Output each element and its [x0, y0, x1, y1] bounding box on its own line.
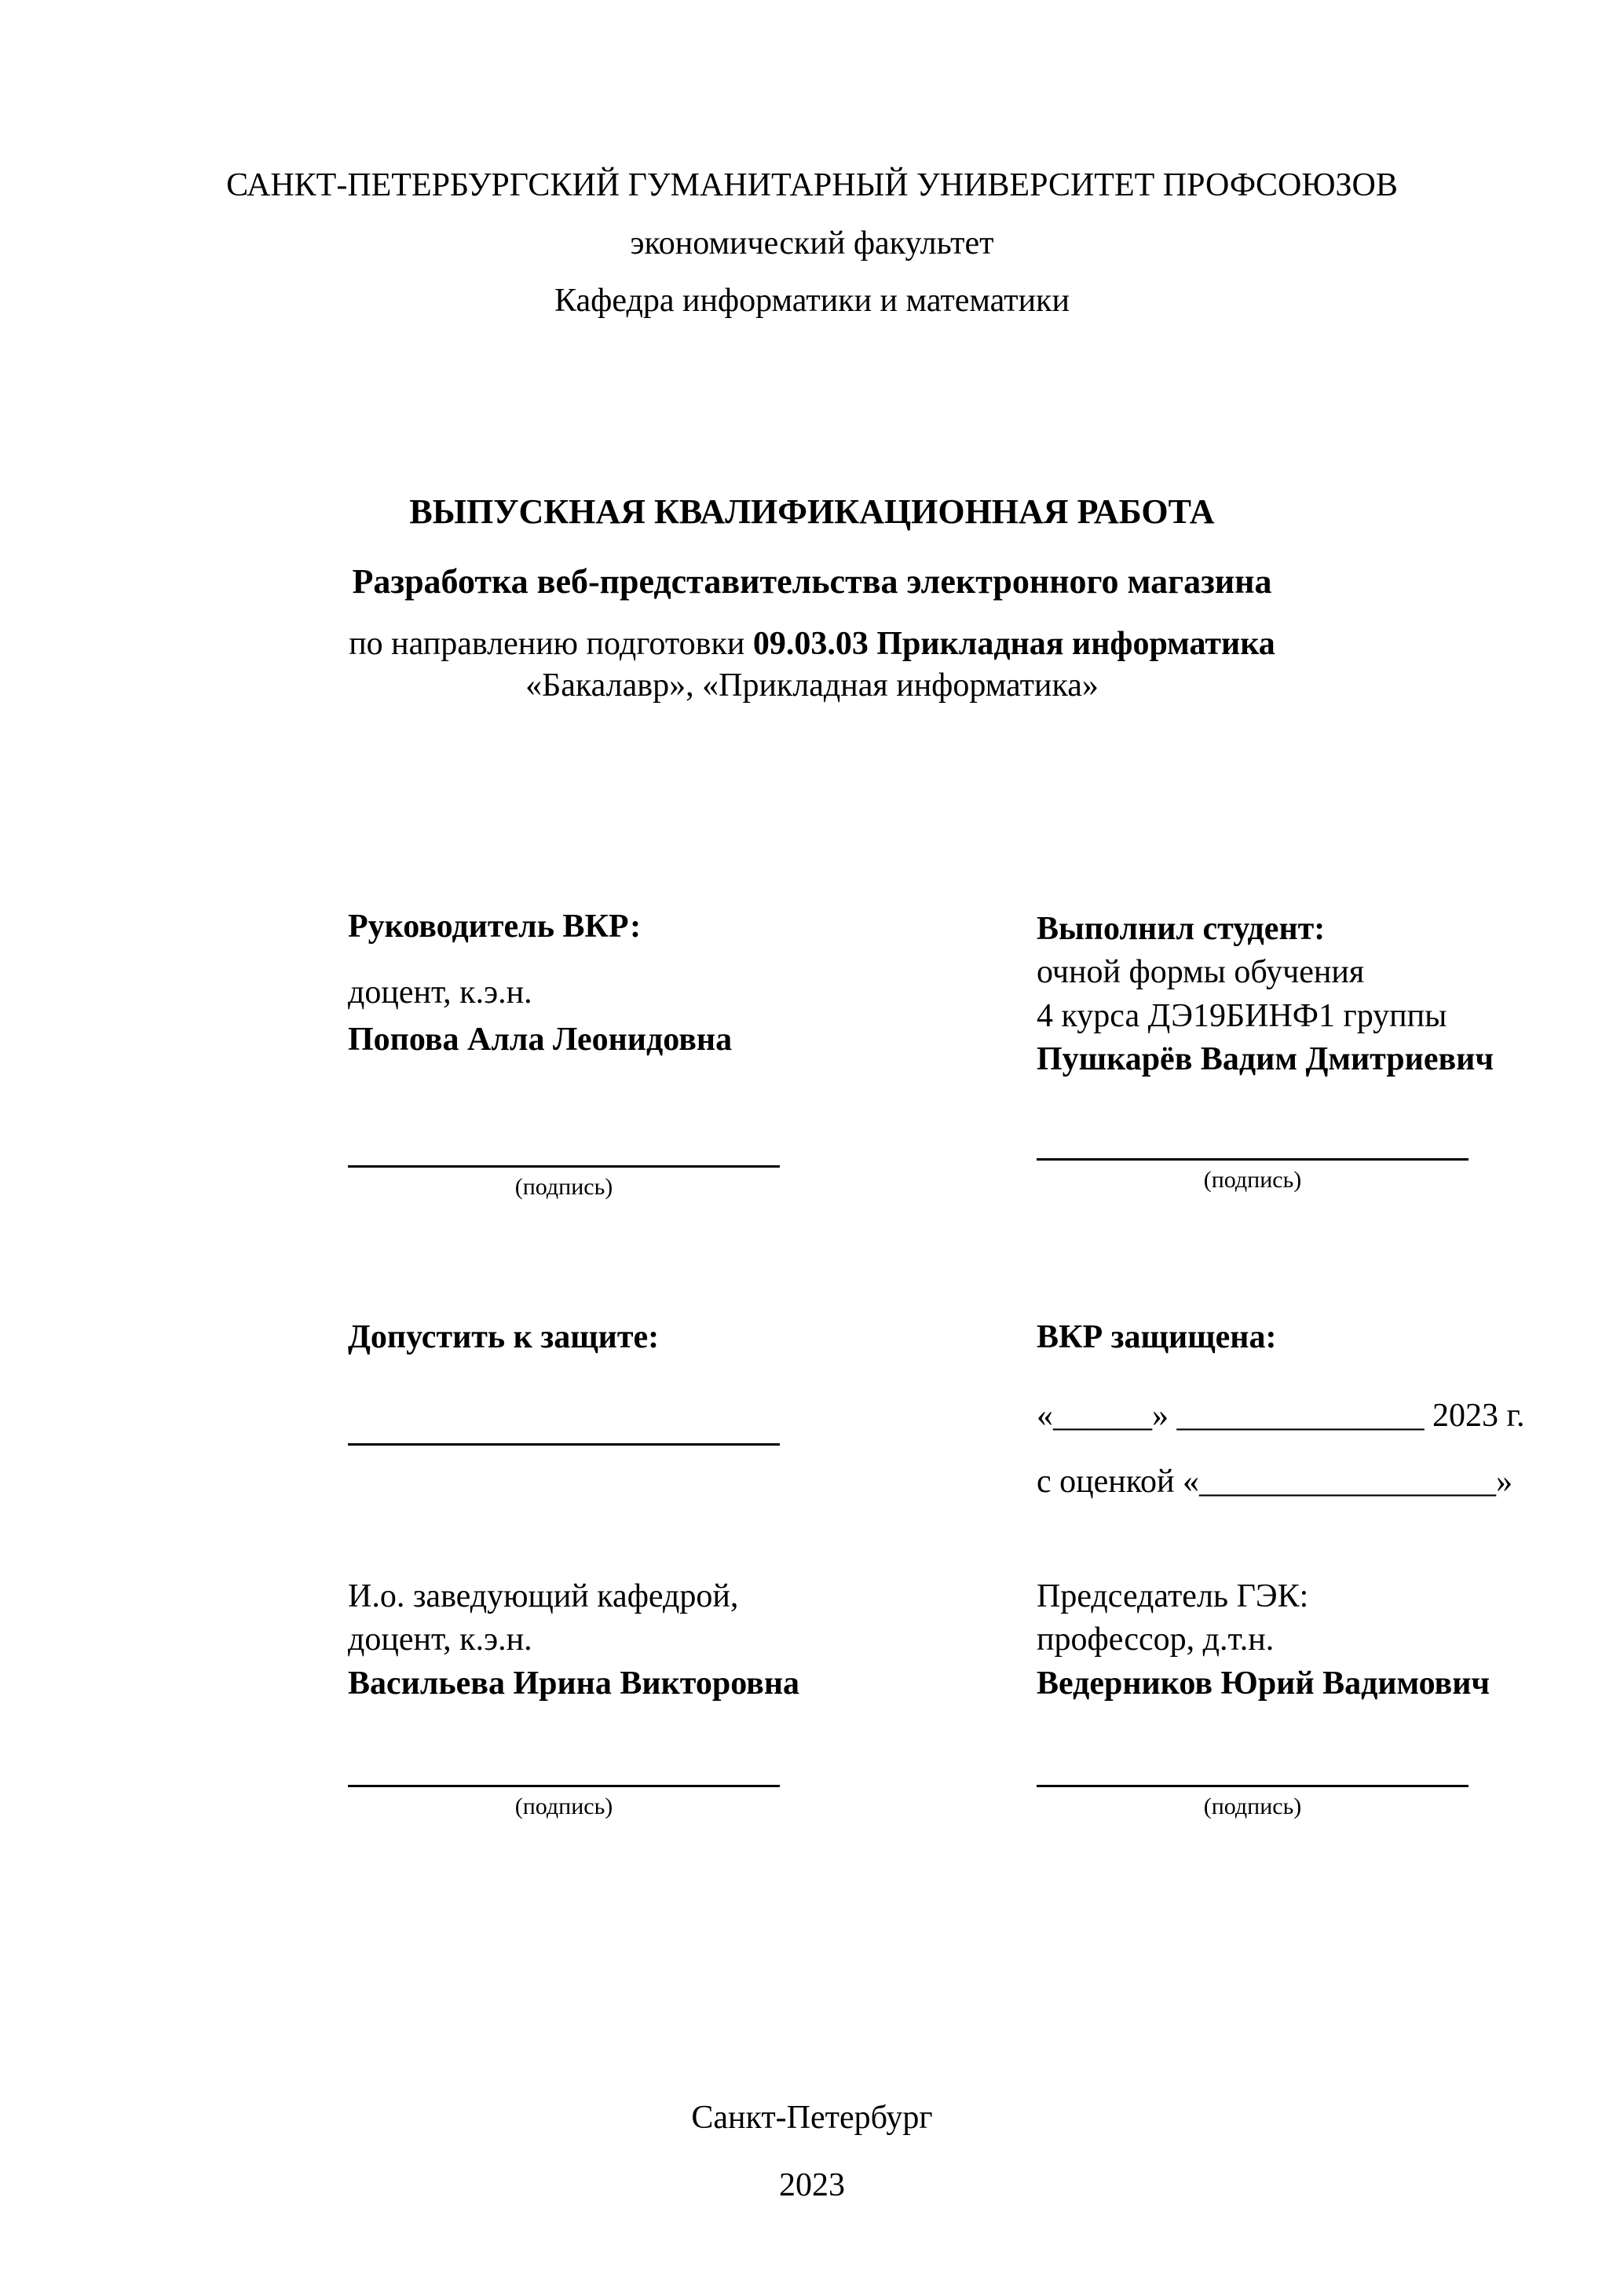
student-info-line-1: очной формы обучения [1037, 954, 1365, 991]
document-footer [0, 2099, 1624, 2204]
department-name: Кафедра информатики и математики [554, 283, 1070, 319]
committee-chair-line-2: профессор, д.т.н. [1037, 1621, 1275, 1658]
defense-grade-line: с оценкой «__________________» [1037, 1464, 1512, 1500]
admission-signature-area [348, 1442, 1037, 1446]
signature-caption: (подпись) [514, 1793, 613, 1820]
work-type-title: ВЫПУСКНАЯ КВАЛИФИКАЦИОННАЯ РАБОТА [409, 492, 1215, 531]
supervisor-block [348, 908, 1037, 1201]
officials-row [0, 1575, 1624, 1820]
student-heading: Выполнил студент: [1037, 911, 1326, 947]
head-of-department-signature-area [348, 1784, 1037, 1820]
document-header [0, 0, 1624, 331]
head-of-department-line-1: И.о. заведующий кафедрой, [348, 1578, 739, 1614]
supervisor-signature-area [348, 1164, 1037, 1201]
qualification-line: «Бакалавр», «Прикладная информатика» [525, 667, 1099, 704]
direction-prefix: по направлению подготовки [349, 625, 753, 662]
signature-line [348, 1784, 780, 1787]
direction-code: 09.03.03 Прикладная информатика [752, 625, 1275, 662]
signature-line [348, 1164, 780, 1168]
defense-date-line: «______» _______________ 2023 г. [1037, 1398, 1525, 1434]
supervisor-heading: Руководитель ВКР: [348, 909, 642, 945]
defense-heading: ВКР защищена: [1037, 1319, 1277, 1355]
signature-caption: (подпись) [1203, 1166, 1302, 1193]
student-info-line-2: 4 курса ДЭ19БИНФ1 группы [1037, 997, 1447, 1034]
supervisor-name: Попова Алла Леонидовна [348, 1022, 733, 1058]
admission-block [348, 1318, 1037, 1501]
student-signature-area [1037, 1157, 1545, 1194]
committee-chair-line-1: Председатель ГЭК: [1037, 1578, 1309, 1614]
admission-heading: Допустить к защите: [348, 1319, 660, 1355]
committee-chair-signature-area [1037, 1784, 1545, 1820]
supervisor-position: доцент, к.э.н. [348, 974, 532, 1011]
admission-defense-row [0, 1318, 1624, 1501]
signature-caption: (подпись) [514, 1174, 613, 1200]
signature-line [1037, 1784, 1469, 1787]
supervisor-student-row [0, 908, 1624, 1201]
head-of-department-line-2: доцент, к.э.н. [348, 1621, 532, 1658]
committee-chair-block [1037, 1575, 1545, 1820]
defense-block [1037, 1318, 1545, 1501]
thesis-title: Разработка веб-представительства электронного магазина [352, 561, 1272, 601]
footer-city: Санкт-Петербург [691, 2100, 933, 2137]
student-name: Пушкарёв Вадим Дмитриевич [1037, 1041, 1494, 1078]
faculty-name: экономический факультет [630, 225, 994, 261]
student-block [1037, 908, 1545, 1201]
university-name: САНКТ-ПЕТЕРБУРГСКИЙ ГУМАНИТАРНЫЙ УНИВЕРСИТЕТ ПРОФСОЮЗОВ [226, 167, 1398, 203]
head-of-department-block [348, 1575, 1037, 1820]
committee-chair-name: Ведерников Юрий Вадимович [1037, 1665, 1490, 1702]
head-of-department-name: Васильева Ирина Викторовна [348, 1665, 800, 1702]
title-block [0, 492, 1624, 708]
direction-line [0, 623, 1624, 666]
signature-line [1037, 1157, 1469, 1161]
signature-line [348, 1442, 780, 1446]
signature-caption: (подпись) [1203, 1793, 1302, 1820]
footer-year: 2023 [779, 2167, 845, 2204]
